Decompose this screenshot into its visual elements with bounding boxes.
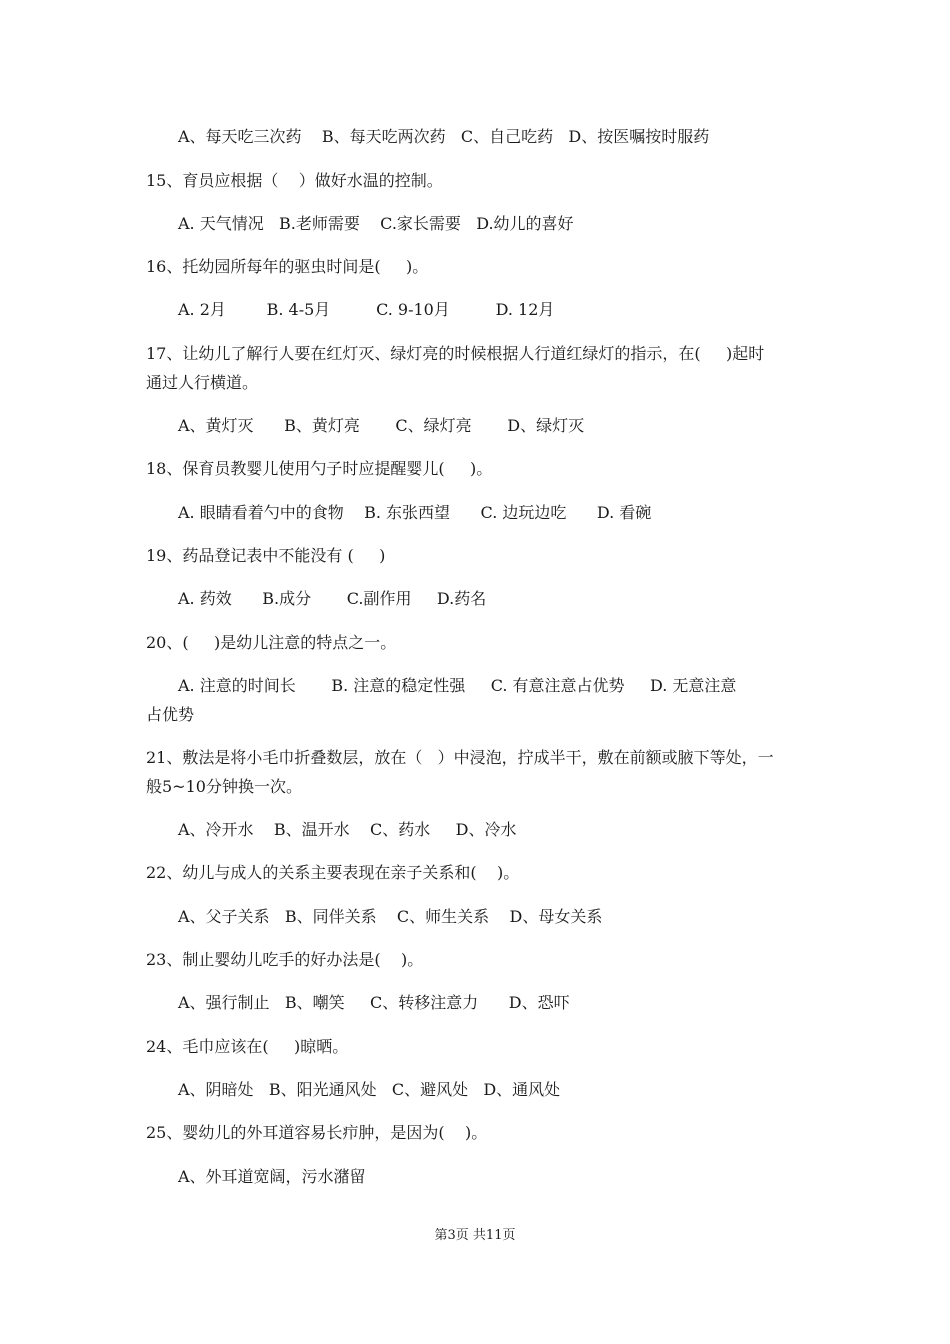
q17-question-cont: 通过人行横道。: [146, 373, 259, 392]
q17-options: A、黄灯灭 B、黄灯亮 C、绿灯亮 D、绿灯灭: [178, 416, 585, 435]
q21-question-cont: 般5~10分钟换一次。: [146, 777, 302, 796]
q22-options: A、父子关系 B、同伴关系 C、师生关系 D、母女关系: [178, 907, 603, 926]
q15-question: 15、育员应根据（ ）做好水温的控制。: [146, 171, 443, 190]
q14-options: A、每天吃三次药 B、每天吃两次药 C、自己吃药 D、按医嘱按时服药: [178, 127, 710, 146]
q20-options-cont: 占优势: [146, 705, 195, 724]
q23-question: 23、制止婴幼儿吃手的好办法是( )。: [146, 950, 424, 969]
q16-options: A. 2月 B. 4-5月 C. 9-10月 D. 12月: [178, 300, 555, 319]
q24-question: 24、毛巾应该在( )晾晒。: [146, 1037, 349, 1056]
q22-question: 22、幼儿与成人的关系主要表现在亲子关系和( )。: [146, 863, 520, 882]
q20-question: 20、( )是幼儿注意的特点之一。: [146, 633, 397, 652]
q16-question: 16、托幼园所每年的驱虫时间是( )。: [146, 257, 429, 276]
q25-question: 25、婴幼儿的外耳道容易长疖肿，是因为( )。: [146, 1123, 488, 1142]
q19-question: 19、药品登记表中不能没有 ( ): [146, 546, 386, 565]
page-footer: 第3页 共11页: [434, 1228, 516, 1243]
q17-question: 17、让幼儿了解行人要在红灯灭、绿灯亮的时候根据人行道红绿灯的指示，在( )起时: [146, 344, 765, 363]
q15-options: A. 天气情况 B.老师需要 C.家长需要 D.幼儿的喜好: [178, 214, 574, 233]
q19-options: A. 药效 B.成分 C.副作用 D.药名: [178, 589, 487, 608]
q20-options: A. 注意的时间长 B. 注意的稳定性强 C. 有意注意占优势 D. 无意注意: [178, 676, 737, 695]
q18-options: A. 眼睛看着勺中的食物 B. 东张西望 C. 边玩边吃 D. 看碗: [178, 503, 652, 522]
q24-options: A、阴暗处 B、阳光通风处 C、避风处 D、通风处: [178, 1080, 561, 1099]
q18-question: 18、保育员教婴儿使用勺子时应提醒婴儿( )。: [146, 459, 493, 478]
q23-options: A、强行制止 B、嘲笑 C、转移注意力 D、恐吓: [178, 993, 570, 1012]
q21-options: A、冷开水 B、温开水 C、药水 D、冷水: [178, 820, 517, 839]
q25-option-a: A、外耳道宽阔，污水潴留: [178, 1167, 366, 1186]
q21-question: 21、敷法是将小毛巾折叠数层，放在（ ）中浸泡，拧成半干，敷在前额或腋下等处，一: [146, 748, 774, 767]
